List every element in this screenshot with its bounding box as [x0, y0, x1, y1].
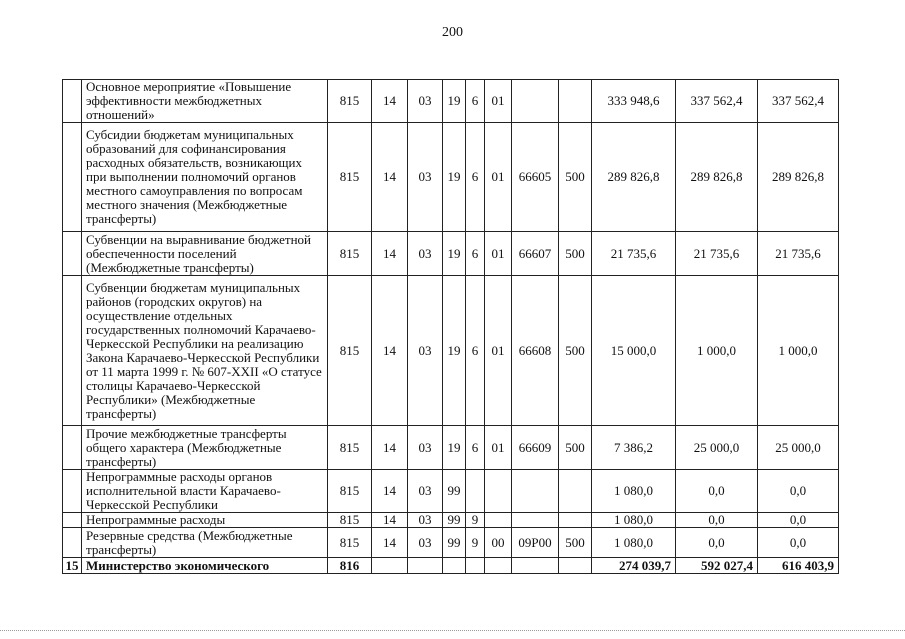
table-row [63, 470, 839, 513]
expense-type-code [559, 558, 592, 574]
amount-year-3: 289 826,8 [758, 123, 839, 232]
page-number: 200 [442, 25, 463, 40]
section-code: 14 [372, 470, 408, 513]
subprogram-code: 9 [466, 528, 485, 558]
program-code: 19 [443, 232, 466, 276]
subsection-code: 03 [408, 276, 443, 426]
program-code: 19 [443, 426, 466, 470]
subsection-code: 03 [408, 80, 443, 123]
row-name: Субвенции бюджетам муниципальных районов (городских округов) на осуществление отдельных государственных полномочий Карачаево-Черкесской Республики на реализацию Закона Карачаево-Черкесской Республики от 11 марта 1999 г. № 607-XXII «О статусе столицы Карачаево-Черкесской Республики» (Межбюджетные трансферты) [82, 276, 328, 426]
subprogram-code: 6 [466, 276, 485, 426]
subsection-code: 03 [408, 232, 443, 276]
amount-year-1: 7 386,2 [592, 426, 676, 470]
event-code [485, 558, 512, 574]
subprogram-code: 9 [466, 513, 485, 528]
amount-year-1: 289 826,8 [592, 123, 676, 232]
row-name: Субвенции на выравнивание бюджетной обеспеченности поселений (Межбюджетные трансферты) [82, 232, 328, 276]
row-name: Непрограммные расходы [82, 513, 328, 528]
direction-code [512, 80, 559, 123]
table-row [63, 123, 839, 232]
amount-year-3: 337 562,4 [758, 80, 839, 123]
amount-year-3: 0,0 [758, 470, 839, 513]
amount-year-1: 1 080,0 [592, 513, 676, 528]
subprogram-code: 6 [466, 123, 485, 232]
row-number [63, 513, 82, 528]
direction-code: 66608 [512, 276, 559, 426]
amount-year-3: 0,0 [758, 513, 839, 528]
row-name: Основное мероприятие «Повышение эффективности межбюджетных отношений» [82, 80, 328, 123]
section-code: 14 [372, 123, 408, 232]
section-code: 14 [372, 513, 408, 528]
amount-year-3: 1 000,0 [758, 276, 839, 426]
amount-year-3: 25 000,0 [758, 426, 839, 470]
row-number [63, 80, 82, 123]
subsection-code: 03 [408, 426, 443, 470]
expense-type-code [559, 470, 592, 513]
subprogram-code: 6 [466, 426, 485, 470]
ministry-code: 815 [328, 80, 372, 123]
event-code: 01 [485, 80, 512, 123]
event-code [485, 470, 512, 513]
amount-year-1: 21 735,6 [592, 232, 676, 276]
section-code: 14 [372, 528, 408, 558]
amount-year-1: 15 000,0 [592, 276, 676, 426]
program-code [443, 558, 466, 574]
program-code: 19 [443, 80, 466, 123]
expense-type-code: 500 [559, 528, 592, 558]
expense-type-code: 500 [559, 426, 592, 470]
row-number [63, 276, 82, 426]
section-code [372, 558, 408, 574]
expense-type-code: 500 [559, 232, 592, 276]
amount-year-3: 0,0 [758, 528, 839, 558]
direction-code: 66609 [512, 426, 559, 470]
row-number: 15 [63, 558, 82, 574]
amount-year-1: 1 080,0 [592, 528, 676, 558]
amount-year-1: 274 039,7 [592, 558, 676, 574]
direction-code [512, 558, 559, 574]
subprogram-code [466, 558, 485, 574]
row-name: Прочие межбюджетные трансферты общего характера (Межбюджетные трансферты) [82, 426, 328, 470]
amount-year-1: 1 080,0 [592, 470, 676, 513]
subsection-code: 03 [408, 528, 443, 558]
amount-year-2: 592 027,4 [676, 558, 758, 574]
expense-type-code [559, 80, 592, 123]
table-row [63, 513, 839, 528]
row-number [63, 123, 82, 232]
event-code [485, 513, 512, 528]
section-code: 14 [372, 276, 408, 426]
amount-year-2: 289 826,8 [676, 123, 758, 232]
row-number [63, 528, 82, 558]
ministry-code: 815 [328, 123, 372, 232]
subsection-code [408, 558, 443, 574]
table-row-ministry [63, 558, 839, 574]
direction-code: 09Р00 [512, 528, 559, 558]
event-code: 00 [485, 528, 512, 558]
row-name: Субсидии бюджетам муниципальных образований для софинансирования расходных обязательств, возникающих при выполнении полномочий органов местного самоуправления по вопросам местного значения (Межбюджетные трансферты) [82, 123, 328, 232]
section-code: 14 [372, 80, 408, 123]
amount-year-2: 0,0 [676, 470, 758, 513]
row-number [63, 426, 82, 470]
program-code: 99 [443, 528, 466, 558]
direction-code [512, 513, 559, 528]
event-code: 01 [485, 426, 512, 470]
subprogram-code: 6 [466, 80, 485, 123]
row-name: Резервные средства (Межбюджетные трансферты) [82, 528, 328, 558]
section-code: 14 [372, 232, 408, 276]
amount-year-1: 333 948,6 [592, 80, 676, 123]
subsection-code: 03 [408, 513, 443, 528]
program-code: 99 [443, 470, 466, 513]
event-code: 01 [485, 232, 512, 276]
table-row [63, 528, 839, 558]
subprogram-code: 6 [466, 232, 485, 276]
table-row [63, 80, 839, 123]
amount-year-2: 21 735,6 [676, 232, 758, 276]
amount-year-2: 0,0 [676, 528, 758, 558]
program-code: 19 [443, 123, 466, 232]
ministry-code: 815 [328, 426, 372, 470]
amount-year-3: 616 403,9 [758, 558, 839, 574]
row-number [63, 470, 82, 513]
amount-year-3: 21 735,6 [758, 232, 839, 276]
subprogram-code [466, 470, 485, 513]
ministry-code: 815 [328, 470, 372, 513]
table-row [63, 232, 839, 276]
subsection-code: 03 [408, 123, 443, 232]
direction-code: 66605 [512, 123, 559, 232]
subsection-code: 03 [408, 470, 443, 513]
amount-year-2: 1 000,0 [676, 276, 758, 426]
event-code: 01 [485, 123, 512, 232]
amount-year-2: 337 562,4 [676, 80, 758, 123]
expense-type-code: 500 [559, 123, 592, 232]
budget-table [62, 79, 839, 574]
direction-code [512, 470, 559, 513]
program-code: 99 [443, 513, 466, 528]
ministry-code: 815 [328, 276, 372, 426]
row-number [63, 232, 82, 276]
scan-edge-divider [0, 630, 905, 632]
direction-code: 66607 [512, 232, 559, 276]
row-name: Министерство экономического [82, 558, 328, 574]
table-row [63, 426, 839, 470]
amount-year-2: 25 000,0 [676, 426, 758, 470]
table-row [63, 276, 839, 426]
program-code: 19 [443, 276, 466, 426]
expense-type-code [559, 513, 592, 528]
expense-type-code: 500 [559, 276, 592, 426]
ministry-code: 816 [328, 558, 372, 574]
ministry-code: 815 [328, 513, 372, 528]
ministry-code: 815 [328, 528, 372, 558]
row-name: Непрограммные расходы органов исполнительной власти Карачаево-Черкесской Республики [82, 470, 328, 513]
amount-year-2: 0,0 [676, 513, 758, 528]
event-code: 01 [485, 276, 512, 426]
ministry-code: 815 [328, 232, 372, 276]
section-code: 14 [372, 426, 408, 470]
